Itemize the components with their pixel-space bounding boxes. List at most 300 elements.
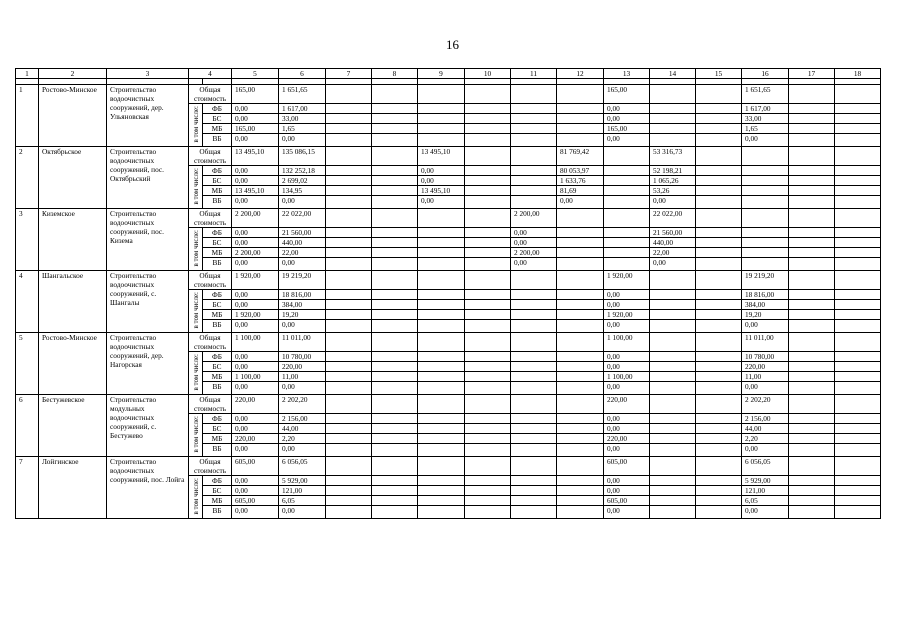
source-value-c8 [372,258,418,271]
source-value-c14 [650,290,696,300]
source-value-c18 [835,444,881,457]
source-value-c16 [742,176,789,186]
total-value-c16: 11 011,00 [742,333,789,352]
source-value-c18 [835,362,881,372]
source-value-c6: 0,00 [279,506,326,519]
settlement-name: Бестужевское [39,395,107,457]
source-value-c9 [418,134,465,147]
source-value-c17 [789,196,835,209]
source-value-c10 [465,320,511,333]
source-value-c17 [789,476,835,486]
source-value-c17 [789,300,835,310]
total-value-c5: 1 920,00 [232,271,279,290]
header-col-2: 2 [39,69,107,79]
source-value-c14 [650,372,696,382]
source-value-c11 [511,352,557,362]
source-value-c7 [326,134,372,147]
source-value-c15 [696,506,742,519]
source-value-c9: 0,00 [418,166,465,176]
total-cost-label: Общая стоимость [189,209,232,228]
total-value-c11: 2 200,00 [511,209,557,228]
funding-source-label: ВБ [203,506,232,519]
source-value-c14: 21 560,00 [650,228,696,238]
total-value-c13: 605,00 [604,457,650,476]
source-value-c13: 0,00 [604,444,650,457]
total-value-c6: 135 086,15 [279,147,326,166]
source-value-c10 [465,310,511,320]
source-value-c8 [372,176,418,186]
source-value-c9: 13 495,10 [418,186,465,196]
settlement-name: Ростово-Минское [39,333,107,395]
source-value-c5: 0,00 [232,506,279,519]
source-value-c12 [557,424,604,434]
source-value-c6: 132 252,18 [279,166,326,176]
source-value-c15 [696,424,742,434]
source-value-c18 [835,496,881,506]
source-value-c7 [326,382,372,395]
source-value-c15 [696,124,742,134]
incl-label-cell [189,352,203,395]
incl-label: в том числе: [191,291,200,329]
source-value-c11 [511,290,557,300]
source-value-c17 [789,414,835,424]
total-value-c5: 13 495,10 [232,147,279,166]
source-value-c9 [418,114,465,124]
source-value-c7 [326,176,372,186]
source-value-c13: 0,00 [604,506,650,519]
funding-source-label: МБ [203,186,232,196]
source-value-c14: 0,00 [650,258,696,271]
total-value-c15 [696,457,742,476]
source-value-c17 [789,444,835,457]
header-col-5: 5 [232,69,279,79]
total-value-c16: 2 202,20 [742,395,789,414]
source-value-c6: 0,00 [279,444,326,457]
source-value-c10 [465,300,511,310]
total-value-c16 [742,147,789,166]
source-value-c15 [696,186,742,196]
source-value-c5: 0,00 [232,382,279,395]
source-value-c12: 80 053,97 [557,166,604,176]
source-value-c6: 121,00 [279,486,326,496]
total-value-c18 [835,209,881,228]
source-value-c14 [650,362,696,372]
source-value-c5: 0,00 [232,238,279,248]
source-value-c9 [418,124,465,134]
source-value-c8 [372,248,418,258]
source-value-c18 [835,310,881,320]
source-value-c8 [372,476,418,486]
source-value-c9 [418,496,465,506]
funding-source-label: БС [203,114,232,124]
source-value-c15 [696,486,742,496]
source-value-c10 [465,186,511,196]
source-value-c16 [742,248,789,258]
source-value-c8 [372,444,418,457]
funding-source-label: БС [203,362,232,372]
source-value-c12 [557,300,604,310]
source-value-c11 [511,176,557,186]
incl-label-cell [189,166,203,209]
total-value-c8 [372,395,418,414]
source-value-c10 [465,114,511,124]
source-value-c9 [418,238,465,248]
source-value-c10 [465,228,511,238]
source-value-c15 [696,496,742,506]
total-value-c9: 13 495,10 [418,147,465,166]
settlement-name: Шангальское [39,271,107,333]
source-value-c12 [557,104,604,114]
source-value-c9 [418,506,465,519]
source-value-c17 [789,228,835,238]
total-value-c7 [326,271,372,290]
source-value-c14 [650,104,696,114]
total-value-c12 [557,457,604,476]
source-value-c7 [326,300,372,310]
total-value-c8 [372,209,418,228]
source-value-c5: 165,00 [232,124,279,134]
total-value-c11 [511,395,557,414]
source-value-c5: 0,00 [232,196,279,209]
source-value-c8 [372,114,418,124]
source-value-c18 [835,258,881,271]
total-value-c14 [650,457,696,476]
total-value-c10 [465,271,511,290]
source-value-c12 [557,258,604,271]
source-value-c17 [789,258,835,271]
source-value-c17 [789,104,835,114]
source-value-c13 [604,176,650,186]
total-value-c5: 605,00 [232,457,279,476]
source-value-c10 [465,372,511,382]
source-value-c11 [511,104,557,114]
total-value-c11 [511,457,557,476]
source-value-c6: 33,00 [279,114,326,124]
total-value-c14: 53 316,73 [650,147,696,166]
total-value-c5: 220,00 [232,395,279,414]
source-value-c8 [372,414,418,424]
source-value-c16: 18 816,00 [742,290,789,300]
source-value-c14 [650,352,696,362]
source-value-c11 [511,300,557,310]
source-value-c14 [650,300,696,310]
funding-source-label: ВБ [203,382,232,395]
source-value-c7 [326,444,372,457]
total-value-c15 [696,147,742,166]
source-value-c6: 0,00 [279,196,326,209]
source-value-c6: 1,65 [279,124,326,134]
total-value-c12 [557,333,604,352]
header-col-4: 4 [189,69,232,79]
source-value-c14 [650,134,696,147]
source-value-c12 [557,248,604,258]
source-value-c5: 13 495,10 [232,186,279,196]
object-description: Строительство модульных водоочистных сооружений, с. Бестужево [107,395,189,457]
incl-label: в том числе: [191,229,200,267]
total-value-c13: 165,00 [604,85,650,104]
funding-source-label: ФБ [203,290,232,300]
header-col-14: 14 [650,69,696,79]
source-value-c18 [835,290,881,300]
source-value-c7 [326,186,372,196]
source-value-c18 [835,134,881,147]
header-col-15: 15 [696,69,742,79]
total-value-c11 [511,85,557,104]
source-value-c18 [835,228,881,238]
source-value-c15 [696,134,742,147]
source-value-c12 [557,134,604,147]
source-value-c16: 0,00 [742,506,789,519]
total-value-c14 [650,395,696,414]
source-value-c8 [372,372,418,382]
source-value-c17 [789,114,835,124]
header-col-9: 9 [418,69,465,79]
source-value-c15 [696,238,742,248]
source-value-c13: 0,00 [604,290,650,300]
source-value-c7 [326,248,372,258]
total-value-c9 [418,333,465,352]
source-value-c15 [696,228,742,238]
total-value-c7 [326,209,372,228]
source-value-c6: 0,00 [279,258,326,271]
source-value-c17 [789,176,835,186]
source-value-c11: 0,00 [511,228,557,238]
source-value-c12 [557,496,604,506]
source-value-c14 [650,114,696,124]
source-value-c9 [418,424,465,434]
total-value-c12 [557,209,604,228]
source-value-c13: 1 100,00 [604,372,650,382]
source-value-c5: 0,00 [232,486,279,496]
source-value-c14: 1 065,26 [650,176,696,186]
source-value-c6: 10 780,00 [279,352,326,362]
source-value-c10 [465,248,511,258]
funding-source-label: ФБ [203,104,232,114]
source-value-c15 [696,362,742,372]
source-value-c15 [696,310,742,320]
source-value-c7 [326,310,372,320]
source-value-c13: 0,00 [604,414,650,424]
total-value-c12 [557,85,604,104]
total-value-c6: 19 219,20 [279,271,326,290]
source-value-c11 [511,372,557,382]
source-value-c8 [372,238,418,248]
total-value-c16: 6 056,05 [742,457,789,476]
funding-source-label: ВБ [203,444,232,457]
source-value-c14: 440,00 [650,238,696,248]
object-description: Строительство водоочистных сооружений, дер. Ульяновская [107,85,189,147]
source-value-c8 [372,290,418,300]
header-row [16,69,881,79]
source-value-c6: 2 699,02 [279,176,326,186]
source-value-c15 [696,196,742,209]
source-value-c13: 605,00 [604,496,650,506]
total-cost-label: Общая стоимость [189,457,232,476]
source-value-c18 [835,506,881,519]
total-value-c16 [742,209,789,228]
source-value-c10 [465,166,511,176]
total-value-c13 [604,147,650,166]
source-value-c15 [696,352,742,362]
source-value-c9 [418,104,465,114]
total-value-c7 [326,147,372,166]
total-value-c9 [418,457,465,476]
source-value-c8 [372,228,418,238]
source-value-c17 [789,290,835,300]
source-value-c6: 384,00 [279,300,326,310]
source-value-c9 [418,434,465,444]
source-value-c5: 0,00 [232,424,279,434]
source-value-c12 [557,506,604,519]
source-value-c17 [789,238,835,248]
source-value-c17 [789,248,835,258]
source-value-c16: 2,20 [742,434,789,444]
source-value-c16: 0,00 [742,134,789,147]
source-value-c12: 81,69 [557,186,604,196]
source-value-c18 [835,434,881,444]
source-value-c5: 0,00 [232,258,279,271]
source-value-c11 [511,166,557,176]
source-value-c8 [372,486,418,496]
source-value-c5: 2 200,00 [232,248,279,258]
source-value-c17 [789,352,835,362]
total-value-c9 [418,85,465,104]
source-value-c18 [835,238,881,248]
funding-source-label: БС [203,300,232,310]
total-cost-label: Общая стоимость [189,333,232,352]
source-value-c14 [650,310,696,320]
source-value-c9: 0,00 [418,196,465,209]
total-value-c14 [650,333,696,352]
funding-source-label: МБ [203,124,232,134]
source-value-c12 [557,238,604,248]
header-col-3: 3 [107,69,189,79]
total-value-c11 [511,147,557,166]
source-value-c13 [604,186,650,196]
source-value-c12 [557,114,604,124]
source-value-c5: 0,00 [232,228,279,238]
source-value-c16: 33,00 [742,114,789,124]
source-value-c12 [557,228,604,238]
source-value-c14 [650,414,696,424]
source-value-c10 [465,434,511,444]
row-number: 7 [16,457,39,519]
source-value-c14 [650,496,696,506]
source-value-c11 [511,444,557,457]
source-value-c12 [557,434,604,444]
source-value-c5: 0,00 [232,320,279,333]
source-value-c14: 53,26 [650,186,696,196]
source-value-c14 [650,320,696,333]
object-description: Строительство водоочистных сооружений, пос. Октябрьский [107,147,189,209]
source-value-c16: 1 617,00 [742,104,789,114]
source-value-c11 [511,186,557,196]
source-value-c15 [696,414,742,424]
settlement-name: Лойгинское [39,457,107,519]
row-number: 4 [16,271,39,333]
source-value-c6: 0,00 [279,134,326,147]
row-number: 6 [16,395,39,457]
source-value-c16 [742,258,789,271]
source-value-c8 [372,434,418,444]
total-value-c6: 6 056,05 [279,457,326,476]
source-value-c16: 0,00 [742,382,789,395]
source-value-c11 [511,496,557,506]
total-value-c7 [326,457,372,476]
source-value-c16 [742,228,789,238]
source-value-c10 [465,444,511,457]
source-value-c14: 22,00 [650,248,696,258]
total-value-c9 [418,395,465,414]
source-value-c6: 22,00 [279,248,326,258]
total-value-c15 [696,333,742,352]
source-value-c12 [557,476,604,486]
object-row [16,333,881,352]
funding-source-label: МБ [203,372,232,382]
source-value-c17 [789,372,835,382]
source-value-c15 [696,300,742,310]
funding-source-label: МБ [203,248,232,258]
source-value-c5: 0,00 [232,352,279,362]
total-value-c10 [465,457,511,476]
source-value-c16: 1,65 [742,124,789,134]
source-value-c8 [372,506,418,519]
source-value-c6: 0,00 [279,382,326,395]
source-value-c5: 0,00 [232,104,279,114]
source-value-c18 [835,486,881,496]
source-value-c5: 1 920,00 [232,310,279,320]
source-value-c6: 19,20 [279,310,326,320]
source-value-c7 [326,372,372,382]
source-value-c5: 1 100,00 [232,372,279,382]
source-value-c6: 220,00 [279,362,326,372]
total-value-c13: 1 100,00 [604,333,650,352]
funding-source-label: ВБ [203,196,232,209]
total-cost-label: Общая стоимость [189,395,232,414]
total-value-c18 [835,147,881,166]
source-value-c13 [604,258,650,271]
source-value-c13: 0,00 [604,476,650,486]
source-value-c10 [465,486,511,496]
source-value-c16: 6,05 [742,496,789,506]
source-value-c9 [418,362,465,372]
source-value-c8 [372,362,418,372]
source-value-c13: 220,00 [604,434,650,444]
object-description: Строительство водоочистных сооружений, пос. Кизема [107,209,189,271]
source-value-c7 [326,506,372,519]
source-value-c15 [696,476,742,486]
source-value-c7 [326,258,372,271]
source-value-c11 [511,310,557,320]
source-value-c10 [465,238,511,248]
funding-source-label: ФБ [203,476,232,486]
object-description: Строительство водоочистных сооружений, пос. Лойга [107,457,189,519]
funding-source-label: ВБ [203,320,232,333]
source-value-c11 [511,476,557,486]
source-value-c6: 11,00 [279,372,326,382]
total-value-c12 [557,395,604,414]
source-value-c7 [326,352,372,362]
funding-source-label: БС [203,238,232,248]
total-value-c9 [418,209,465,228]
total-value-c7 [326,395,372,414]
source-value-c17 [789,496,835,506]
source-value-c8 [372,382,418,395]
source-value-c18 [835,424,881,434]
source-value-c12 [557,310,604,320]
source-value-c12 [557,320,604,333]
funding-source-label: ФБ [203,166,232,176]
